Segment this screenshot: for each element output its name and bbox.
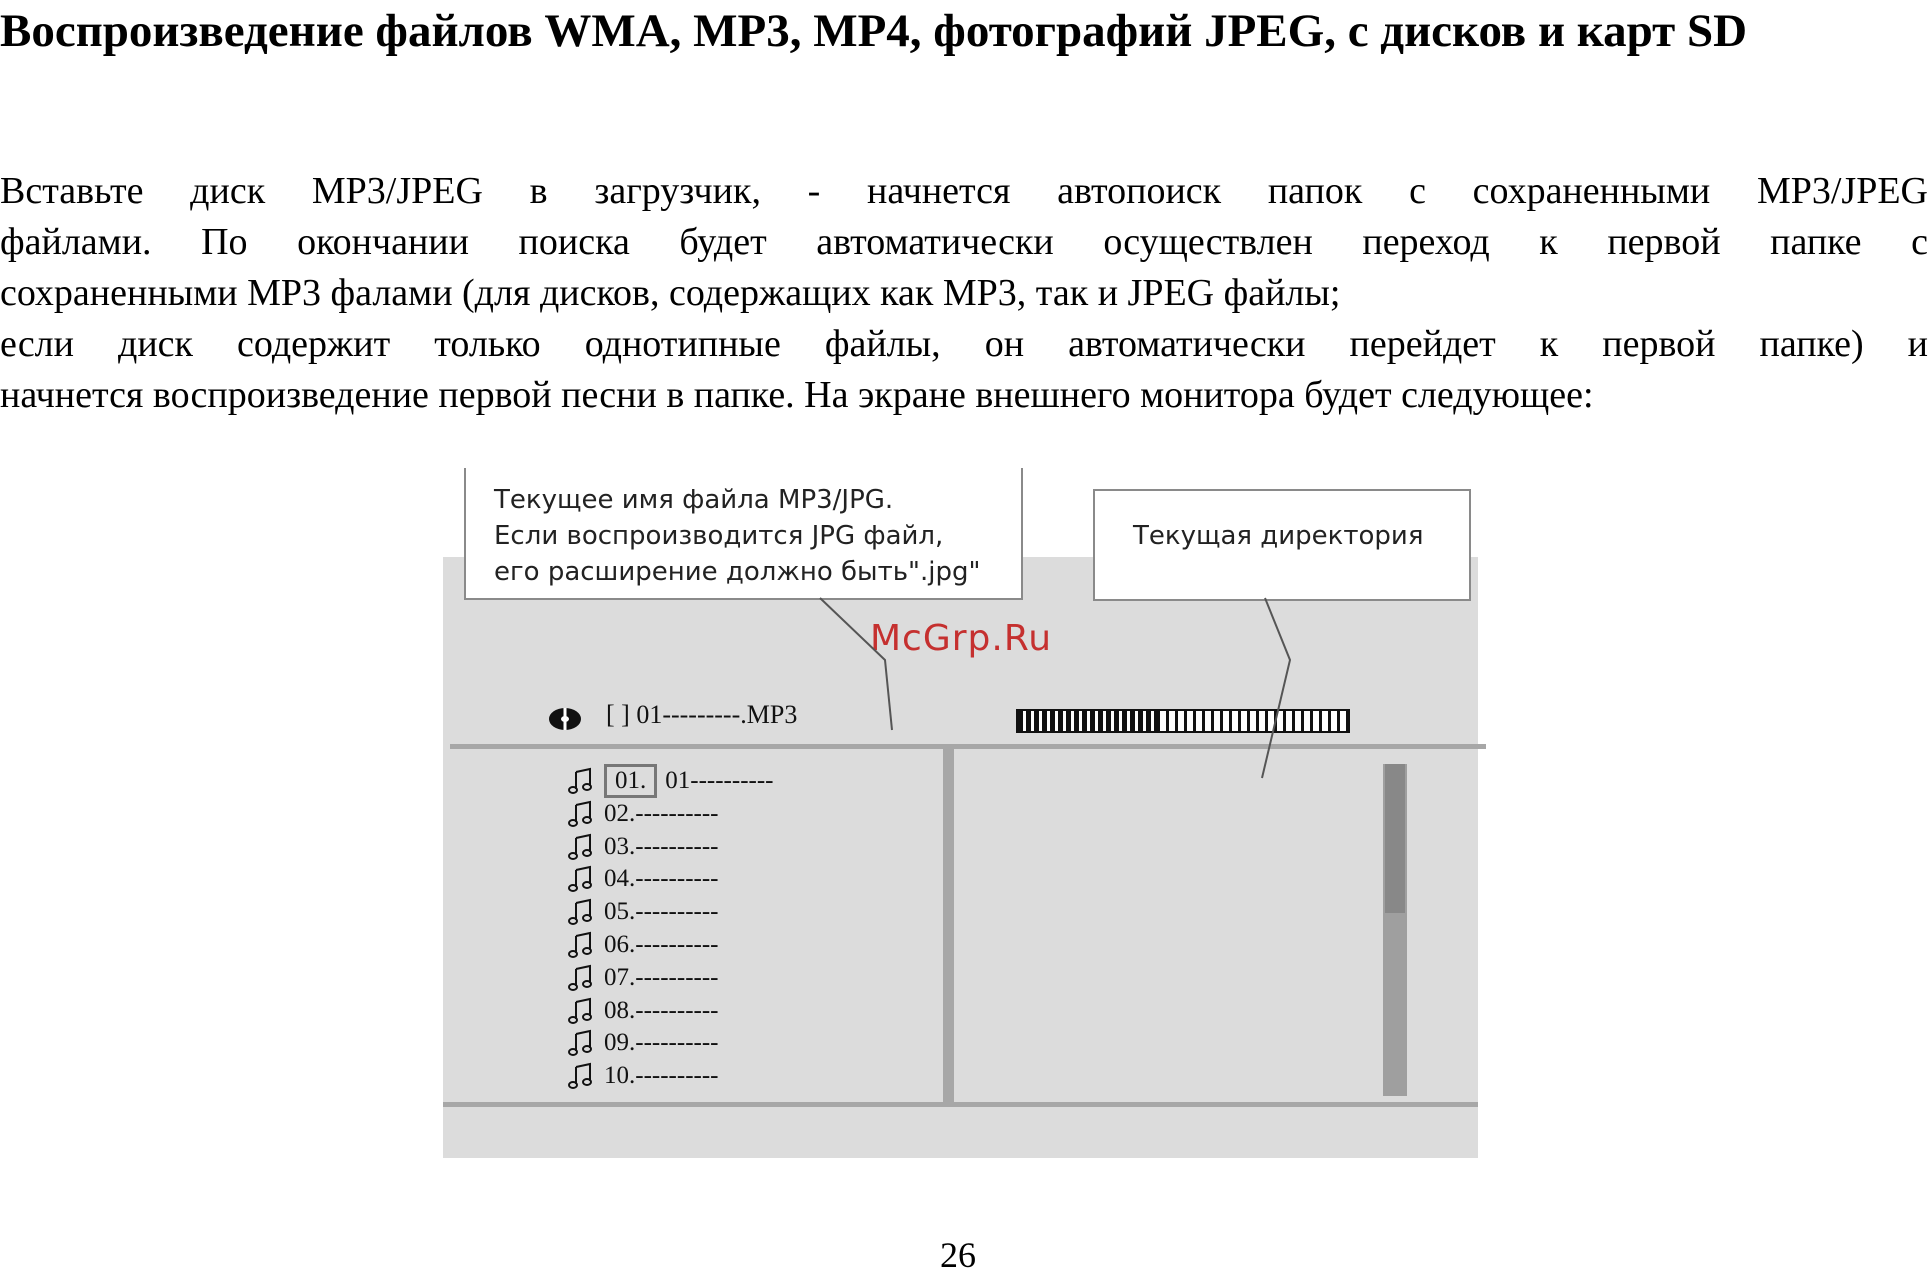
track-label: 05.---------- (604, 898, 719, 926)
track-list-item[interactable] (566, 1061, 719, 1091)
track-number-selected: 01. (604, 764, 657, 798)
track-label: 10.---------- (604, 1062, 719, 1090)
callout-line: Если воспроизводится JPG файл, (494, 521, 944, 551)
panel-divider (943, 749, 954, 1102)
callout-line: Текущее имя файла MP3/JPG. (494, 485, 894, 515)
track-list-item[interactable] (566, 799, 719, 829)
music-note-icon (566, 897, 596, 927)
callout-current-file (464, 468, 1023, 600)
progress-remaining (1157, 711, 1348, 731)
paragraph-line: если диск содержит только однотипные файлы, он автоматически перейдет к первой папке) и (0, 323, 1928, 365)
track-list-item[interactable] (566, 930, 719, 960)
music-note-icon (566, 996, 596, 1026)
callout-current-directory (1093, 489, 1471, 601)
divider (443, 1102, 1478, 1107)
paragraph-line: файлами. По окончании поиска будет автоматически осуществлен переход к первой папке с (0, 221, 1928, 263)
progress-bar (1016, 709, 1350, 733)
paragraph-line: Вставьте диск MP3/JPEG в загрузчик, - начнется автопоиск папок с сохраненными MP3/JPEG (0, 170, 1928, 212)
track-list-item[interactable] (566, 996, 719, 1026)
track-name: 01---------- (665, 767, 774, 794)
page-number: 26 (940, 1235, 976, 1275)
music-note-icon (566, 832, 596, 862)
track-list-item[interactable] (566, 897, 719, 927)
watermark: McGrp.Ru (870, 618, 1053, 659)
music-note-icon (566, 799, 596, 829)
track-list-item[interactable] (566, 864, 719, 894)
paragraph-line: начнется воспроизведение первой песни в папке. На экране внешнего монитора будет следующее: (0, 374, 1594, 416)
track-list-item[interactable] (566, 832, 719, 862)
callout-current-file-text (494, 482, 980, 590)
track-label: 03.---------- (604, 832, 719, 860)
music-note-icon (566, 766, 596, 796)
track-label: 07.---------- (604, 963, 719, 991)
music-note-icon (566, 930, 596, 960)
track-label: 04.---------- (604, 865, 719, 893)
track-label: 08.---------- (604, 996, 719, 1024)
music-note-icon (566, 1061, 596, 1091)
track-list-item[interactable] (566, 963, 719, 993)
track-list-item[interactable] (566, 766, 774, 796)
paragraph-line: сохраненными MP3 фалами (для дисков, содержащих как MP3, так и JPEG файлы; (0, 272, 1341, 314)
music-note-icon (566, 864, 596, 894)
callout-current-directory-text: Текущая директория (1133, 521, 1424, 551)
track-list-item[interactable] (566, 1028, 719, 1058)
divider (450, 744, 1486, 749)
page-title: Воспроизведение файлов WMA, MP3, MP4, фотографий JPEG, с дисков и карт SD (0, 5, 1748, 57)
music-note-icon (566, 963, 596, 993)
scrollbar-thumb[interactable] (1385, 764, 1405, 913)
body-paragraph (0, 166, 1928, 421)
track-label: 06.---------- (604, 931, 719, 958)
music-note-icon (566, 1028, 596, 1058)
disc-icon (548, 706, 582, 732)
callout-line: его расширение должно быть".jpg" (494, 557, 981, 587)
scrollbar[interactable] (1383, 764, 1407, 1096)
progress-fill (1018, 711, 1157, 731)
track-label: 09.---------- (604, 1029, 719, 1057)
track-label: 02.---------- (604, 799, 719, 827)
current-file-name: [ ] 01---------.MP3 (606, 700, 798, 729)
